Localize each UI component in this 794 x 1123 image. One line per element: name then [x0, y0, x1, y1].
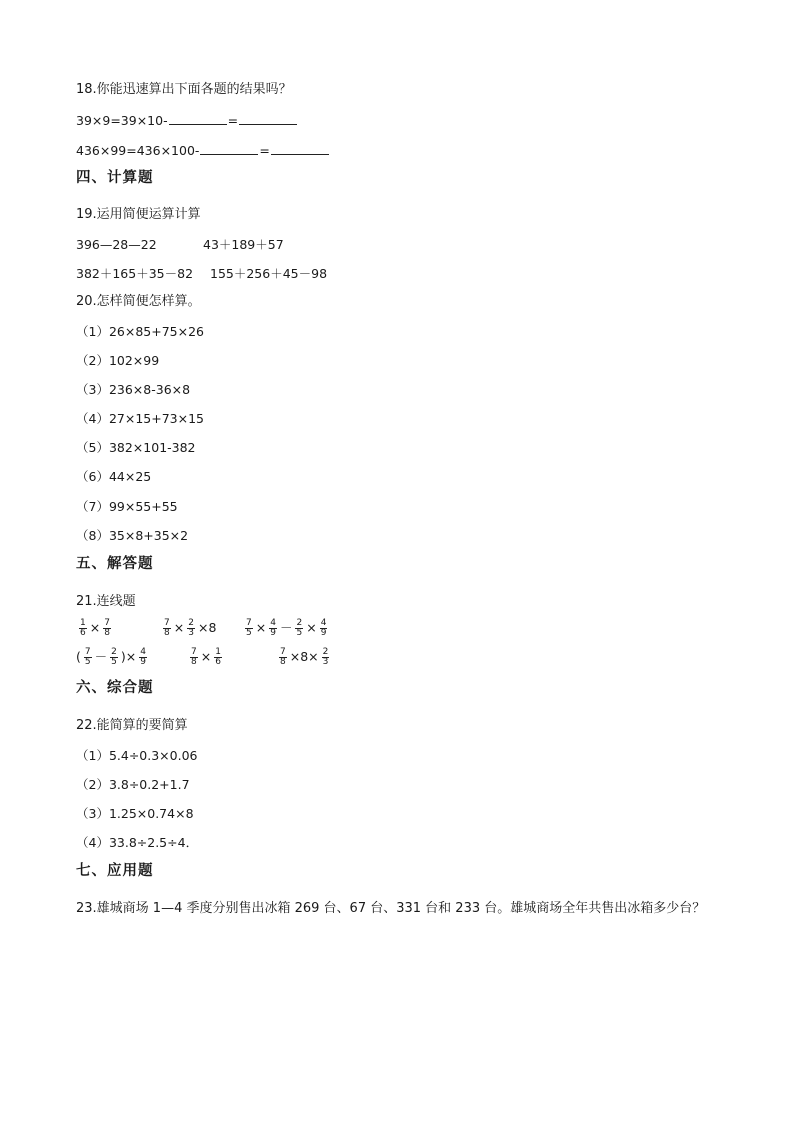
- q20-item: （4）27×15+73×15: [76, 411, 204, 426]
- q21-row-2: [76, 648, 376, 670]
- answer-blank[interactable]: [239, 113, 297, 125]
- q22-item: （1）5.4÷0.3×0.06: [76, 748, 198, 763]
- fraction: $\frac{1}{6}$: [80, 618, 86, 638]
- q22-title: 22.能简算的要简算: [76, 718, 188, 733]
- q22-item: （2）3.8÷0.2+1.7: [76, 777, 190, 792]
- q19-expr: 382＋165＋35－82: [76, 266, 194, 281]
- q21-title: 21.连线题: [76, 594, 136, 609]
- match-expr: $\frac{7}{5}$ × $\frac{4}{9}$ － $\frac{2}{5}$ × $\frac{4}{9}$: [246, 618, 327, 638]
- q19-expr: 396—28—22: [76, 237, 157, 252]
- q20-title: 20.怎样简便怎样算。: [76, 294, 201, 309]
- q18-l1-eq: =: [227, 113, 239, 128]
- fraction: $\frac{2}{3}$: [188, 618, 194, 638]
- fraction: $\frac{7}{5}$: [246, 618, 252, 638]
- fraction: $\frac{7}{8}$: [191, 647, 197, 667]
- match-expr: $\frac{7}{8}$ × $\frac{2}{3}$ ×8: [164, 618, 217, 638]
- q20-item: （3）236×8-36×8: [76, 382, 191, 397]
- q18-l1-expr: 39×9=39×10-: [76, 113, 168, 128]
- fraction: $\frac{7}{8}$: [104, 618, 110, 638]
- section-heading-5: 五、解答题: [76, 556, 154, 572]
- q22-item: （4）33.8÷2.5÷4．: [76, 835, 199, 850]
- q18-l2-eq: =: [259, 143, 270, 158]
- match-expr: $\frac{1}{6}$ × $\frac{7}{8}$: [80, 618, 110, 638]
- match-expr: ( $\frac{7}{5}$ － $\frac{2}{5}$ )× $\frac{4}{9}$: [76, 647, 146, 667]
- q23-title: 23.雄城商场 1—4 季度分别售出冰箱 269 台、67 台、331 台和 233 台。雄城商场全年共售出冰箱多少台？: [76, 901, 706, 916]
- q19-expr: 155＋256＋45－98: [210, 266, 328, 281]
- section-heading-4: 四、计算题: [76, 170, 154, 186]
- answer-blank[interactable]: [200, 143, 258, 155]
- q20-item: （5）382×101-382: [76, 440, 196, 455]
- q20-item: （8）35×8+35×2: [76, 528, 189, 543]
- fraction: $\frac{4}{9}$: [140, 647, 146, 667]
- q22-item: （3）1.25×0.74×8: [76, 806, 194, 821]
- q18-line-2: [76, 143, 330, 159]
- q20-item: （6）44×25: [76, 469, 152, 484]
- answer-blank[interactable]: [169, 113, 227, 125]
- fraction: $\frac{2}{3}$: [322, 647, 329, 667]
- q20-item: （2）102×99: [76, 353, 160, 368]
- q20-item: （1）26×85+75×26: [76, 324, 204, 339]
- fraction: $\frac{7}{5}$: [84, 647, 91, 667]
- q21-row-1: [76, 619, 376, 641]
- match-expr: $\frac{7}{8}$ ×8× $\frac{2}{3}$: [280, 647, 329, 667]
- section-heading-7: 七、应用题: [76, 863, 154, 879]
- q20-item: （7）99×55+55: [76, 499, 178, 514]
- q19-title: 19.运用简便运算计算: [76, 207, 201, 222]
- fraction: $\frac{7}{8}$: [280, 647, 286, 667]
- fraction: $\frac{4}{9}$: [320, 618, 327, 638]
- answer-blank[interactable]: [271, 143, 329, 155]
- fraction: $\frac{2}{5}$: [296, 618, 303, 638]
- q18-title: 18.你能迅速算出下面各题的结果吗？: [76, 82, 292, 97]
- fraction: $\frac{4}{9}$: [270, 618, 276, 638]
- fraction: $\frac{2}{5}$: [111, 647, 117, 667]
- fraction: $\frac{7}{8}$: [164, 618, 170, 638]
- fraction: $\frac{1}{6}$: [215, 647, 221, 667]
- q19-expr: 43＋189＋57: [203, 237, 284, 252]
- section-heading-6: 六、综合题: [76, 680, 154, 696]
- q18-line-1: [76, 113, 298, 129]
- q18-l2-expr: 436×99=436×100-: [76, 143, 200, 158]
- match-expr: $\frac{7}{8}$ × $\frac{1}{6}$: [191, 647, 221, 667]
